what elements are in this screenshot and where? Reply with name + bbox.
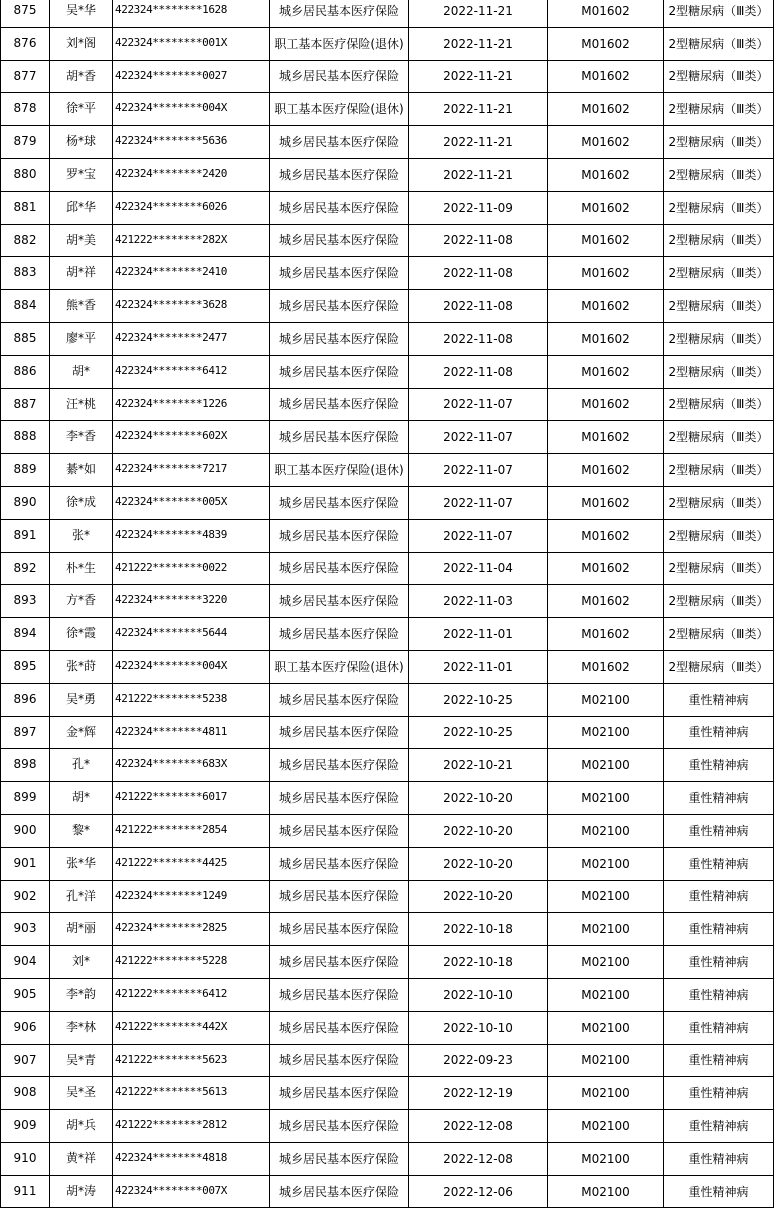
- disease-name-cell: 重性精神病: [664, 913, 774, 946]
- patient-name-cell: 胡*美: [50, 224, 113, 257]
- disease-code-cell: M01602: [548, 454, 664, 487]
- disease-name-cell: 重性精神病: [664, 1110, 774, 1143]
- insurance-type-cell: 城乡居民基本医疗保险: [270, 782, 409, 815]
- disease-code-cell: M01602: [548, 27, 664, 60]
- row-number-cell: 910: [1, 1142, 50, 1175]
- row-number-cell: 888: [1, 421, 50, 454]
- table-row: [1, 290, 774, 323]
- table-row: [1, 454, 774, 487]
- patient-name-cell: 李*韵: [50, 978, 113, 1011]
- approval-date-cell: 2022-11-08: [409, 355, 548, 388]
- insurance-type-cell: 城乡居民基本医疗保险: [270, 1077, 409, 1110]
- id-number-cell: 422324********2477: [113, 322, 270, 355]
- id-number-cell: 422324********4811: [113, 716, 270, 749]
- row-number-cell: 883: [1, 257, 50, 290]
- disease-name-cell: 重性精神病: [664, 880, 774, 913]
- disease-name-cell: 重性精神病: [664, 1011, 774, 1044]
- insurance-type-cell: 城乡居民基本医疗保险: [270, 355, 409, 388]
- id-number-cell: 422324********1226: [113, 388, 270, 421]
- approval-date-cell: 2022-11-08: [409, 322, 548, 355]
- approval-date-cell: 2022-11-07: [409, 486, 548, 519]
- row-number-cell: 897: [1, 716, 50, 749]
- patient-name-cell: 胡*香: [50, 60, 113, 93]
- id-number-cell: 422324********3220: [113, 585, 270, 618]
- table-row: [1, 716, 774, 749]
- insurance-type-cell: 城乡居民基本医疗保险: [270, 946, 409, 979]
- row-number-cell: 893: [1, 585, 50, 618]
- insurance-type-cell: 城乡居民基本医疗保险: [270, 158, 409, 191]
- row-number-cell: 876: [1, 27, 50, 60]
- patient-name-cell: 胡*: [50, 782, 113, 815]
- insurance-type-cell: 城乡居民基本医疗保险: [270, 1011, 409, 1044]
- disease-name-cell: 2型糖尿病（Ⅲ类）: [664, 421, 774, 454]
- id-number-cell: 421222********442X: [113, 1011, 270, 1044]
- table-row: [1, 93, 774, 126]
- patient-name-cell: 汪*桃: [50, 388, 113, 421]
- row-number-cell: 902: [1, 880, 50, 913]
- table-row: [1, 946, 774, 979]
- row-number-cell: 892: [1, 552, 50, 585]
- row-number-cell: 885: [1, 322, 50, 355]
- table-row: [1, 683, 774, 716]
- row-number-cell: 908: [1, 1077, 50, 1110]
- disease-code-cell: M01602: [548, 93, 664, 126]
- row-number-cell: 899: [1, 782, 50, 815]
- table-row: [1, 421, 774, 454]
- approval-date-cell: 2022-10-20: [409, 814, 548, 847]
- approval-date-cell: 2022-10-25: [409, 716, 548, 749]
- disease-code-cell: M02100: [548, 978, 664, 1011]
- insurance-type-cell: 城乡居民基本医疗保险: [270, 913, 409, 946]
- id-number-cell: 422324********001X: [113, 27, 270, 60]
- approval-date-cell: 2022-11-07: [409, 454, 548, 487]
- insurance-type-cell: 城乡居民基本医疗保险: [270, 519, 409, 552]
- table-row: [1, 552, 774, 585]
- disease-code-cell: M01602: [548, 618, 664, 651]
- insurance-type-cell: 城乡居民基本医疗保险: [270, 1044, 409, 1077]
- row-number-cell: 903: [1, 913, 50, 946]
- disease-name-cell: 2型糖尿病（Ⅲ类）: [664, 355, 774, 388]
- id-number-cell: 421222********5623: [113, 1044, 270, 1077]
- disease-name-cell: 重性精神病: [664, 716, 774, 749]
- disease-code-cell: M02100: [548, 1077, 664, 1110]
- approval-date-cell: 2022-11-04: [409, 552, 548, 585]
- insurance-type-cell: 城乡居民基本医疗保险: [270, 552, 409, 585]
- row-number-cell: 887: [1, 388, 50, 421]
- id-number-cell: 421222********5238: [113, 683, 270, 716]
- approval-date-cell: 2022-12-06: [409, 1175, 548, 1208]
- insurance-type-cell: 城乡居民基本医疗保险: [270, 126, 409, 159]
- row-number-cell: 905: [1, 978, 50, 1011]
- disease-code-cell: M01602: [548, 355, 664, 388]
- row-number-cell: 907: [1, 1044, 50, 1077]
- id-number-cell: 421222********6017: [113, 782, 270, 815]
- row-number-cell: 886: [1, 355, 50, 388]
- row-number-cell: 891: [1, 519, 50, 552]
- disease-name-cell: 2型糖尿病（Ⅲ类）: [664, 27, 774, 60]
- patient-name-cell: 黎*: [50, 814, 113, 847]
- disease-name-cell: 重性精神病: [664, 1142, 774, 1175]
- disease-name-cell: 2型糖尿病（Ⅲ类）: [664, 191, 774, 224]
- disease-name-cell: 2型糖尿病（Ⅲ类）: [664, 519, 774, 552]
- insurance-type-cell: 城乡居民基本医疗保险: [270, 322, 409, 355]
- disease-code-cell: M01602: [548, 191, 664, 224]
- row-number-cell: 880: [1, 158, 50, 191]
- id-number-cell: 422324********007X: [113, 1175, 270, 1208]
- id-number-cell: 422324********6412: [113, 355, 270, 388]
- disease-code-cell: M01602: [548, 290, 664, 323]
- disease-code-cell: M01602: [548, 257, 664, 290]
- table-row: [1, 191, 774, 224]
- table-row: [1, 978, 774, 1011]
- disease-name-cell: 2型糖尿病（Ⅲ类）: [664, 126, 774, 159]
- insurance-type-cell: 城乡居民基本医疗保险: [270, 224, 409, 257]
- disease-name-cell: 2型糖尿病（Ⅲ类）: [664, 486, 774, 519]
- approval-date-cell: 2022-10-25: [409, 683, 548, 716]
- approval-date-cell: 2022-11-07: [409, 421, 548, 454]
- id-number-cell: 422324********6026: [113, 191, 270, 224]
- insurance-type-cell: 职工基本医疗保险(退休): [270, 454, 409, 487]
- patient-name-cell: 徐*霞: [50, 618, 113, 651]
- approval-date-cell: 2022-12-08: [409, 1142, 548, 1175]
- approval-date-cell: 2022-11-03: [409, 585, 548, 618]
- disease-name-cell: 2型糖尿病（Ⅲ类）: [664, 618, 774, 651]
- approval-date-cell: 2022-10-20: [409, 782, 548, 815]
- disease-code-cell: M02100: [548, 913, 664, 946]
- disease-code-cell: M02100: [548, 1142, 664, 1175]
- id-number-cell: 421222********4425: [113, 847, 270, 880]
- approval-date-cell: 2022-11-21: [409, 158, 548, 191]
- disease-name-cell: 重性精神病: [664, 847, 774, 880]
- row-number-cell: 889: [1, 454, 50, 487]
- id-number-cell: 422324********1628: [113, 0, 270, 27]
- disease-code-cell: M02100: [548, 847, 664, 880]
- disease-name-cell: 重性精神病: [664, 1044, 774, 1077]
- id-number-cell: 422324********683X: [113, 749, 270, 782]
- disease-name-cell: 2型糖尿病（Ⅲ类）: [664, 388, 774, 421]
- approval-date-cell: 2022-11-21: [409, 93, 548, 126]
- row-number-cell: 909: [1, 1110, 50, 1143]
- patient-name-cell: 张*莳: [50, 650, 113, 683]
- approval-date-cell: 2022-12-19: [409, 1077, 548, 1110]
- row-number-cell: 895: [1, 650, 50, 683]
- id-number-cell: 422324********4839: [113, 519, 270, 552]
- id-number-cell: 422324********602X: [113, 421, 270, 454]
- insurance-type-cell: 城乡居民基本医疗保险: [270, 0, 409, 27]
- patient-name-cell: 金*辉: [50, 716, 113, 749]
- patient-name-cell: 罗*宝: [50, 158, 113, 191]
- patient-name-cell: 刘*阁: [50, 27, 113, 60]
- patient-name-cell: 黄*祥: [50, 1142, 113, 1175]
- disease-code-cell: M01602: [548, 60, 664, 93]
- row-number-cell: 898: [1, 749, 50, 782]
- disease-name-cell: 重性精神病: [664, 978, 774, 1011]
- id-number-cell: 421222********2812: [113, 1110, 270, 1143]
- table-row: [1, 224, 774, 257]
- table-body: [1, 0, 774, 1208]
- disease-name-cell: 重性精神病: [664, 782, 774, 815]
- patient-name-cell: 吴*青: [50, 1044, 113, 1077]
- patient-name-cell: 徐*平: [50, 93, 113, 126]
- approval-date-cell: 2022-11-21: [409, 0, 548, 27]
- insurance-type-cell: 城乡居民基本医疗保险: [270, 60, 409, 93]
- insurance-type-cell: 职工基本医疗保险(退休): [270, 27, 409, 60]
- id-number-cell: 422324********3628: [113, 290, 270, 323]
- patient-name-cell: 李*香: [50, 421, 113, 454]
- id-number-cell: 422324********0027: [113, 60, 270, 93]
- table-row: [1, 1175, 774, 1208]
- row-number-cell: 896: [1, 683, 50, 716]
- row-number-cell: 900: [1, 814, 50, 847]
- id-number-cell: 421222********2854: [113, 814, 270, 847]
- id-number-cell: 422324********2825: [113, 913, 270, 946]
- approval-date-cell: 2022-10-18: [409, 946, 548, 979]
- table-row: [1, 782, 774, 815]
- id-number-cell: 422324********2420: [113, 158, 270, 191]
- disease-code-cell: M01602: [548, 486, 664, 519]
- patient-name-cell: 徐*成: [50, 486, 113, 519]
- row-number-cell: 875: [1, 0, 50, 27]
- disease-code-cell: M01602: [548, 224, 664, 257]
- patient-name-cell: 胡*丽: [50, 913, 113, 946]
- disease-code-cell: M01602: [548, 0, 664, 27]
- disease-code-cell: M02100: [548, 749, 664, 782]
- row-number-cell: 906: [1, 1011, 50, 1044]
- table-row: [1, 27, 774, 60]
- table-row: [1, 1011, 774, 1044]
- insurance-type-cell: 城乡居民基本医疗保险: [270, 1142, 409, 1175]
- disease-code-cell: M01602: [548, 126, 664, 159]
- disease-code-cell: M02100: [548, 1175, 664, 1208]
- patient-name-cell: 胡*祥: [50, 257, 113, 290]
- insurance-type-cell: 城乡居民基本医疗保险: [270, 1110, 409, 1143]
- table-row: [1, 913, 774, 946]
- patient-name-cell: 张*: [50, 519, 113, 552]
- disease-code-cell: M01602: [548, 388, 664, 421]
- insurance-type-cell: 城乡居民基本医疗保险: [270, 847, 409, 880]
- insurance-type-cell: 职工基本医疗保险(退休): [270, 93, 409, 126]
- table-row: [1, 388, 774, 421]
- row-number-cell: 904: [1, 946, 50, 979]
- disease-name-cell: 2型糖尿病（Ⅲ类）: [664, 650, 774, 683]
- disease-code-cell: M01602: [548, 421, 664, 454]
- table-row: [1, 126, 774, 159]
- row-number-cell: 879: [1, 126, 50, 159]
- patient-name-cell: 廖*平: [50, 322, 113, 355]
- row-number-cell: 881: [1, 191, 50, 224]
- disease-code-cell: M02100: [548, 716, 664, 749]
- table-row: [1, 880, 774, 913]
- id-number-cell: 422324********004X: [113, 93, 270, 126]
- id-number-cell: 422324********4818: [113, 1142, 270, 1175]
- insurance-type-cell: 城乡居民基本医疗保险: [270, 257, 409, 290]
- id-number-cell: 421222********0022: [113, 552, 270, 585]
- id-number-cell: 422324********5636: [113, 126, 270, 159]
- patient-name-cell: 綦*如: [50, 454, 113, 487]
- id-number-cell: 421222********282X: [113, 224, 270, 257]
- disease-code-cell: M01602: [548, 158, 664, 191]
- approval-date-cell: 2022-11-09: [409, 191, 548, 224]
- disease-name-cell: 重性精神病: [664, 814, 774, 847]
- disease-name-cell: 2型糖尿病（Ⅲ类）: [664, 322, 774, 355]
- disease-name-cell: 重性精神病: [664, 749, 774, 782]
- id-number-cell: 421222********6412: [113, 978, 270, 1011]
- insurance-type-cell: 城乡居民基本医疗保险: [270, 421, 409, 454]
- insurance-type-cell: 城乡居民基本医疗保险: [270, 191, 409, 224]
- approval-date-cell: 2022-11-08: [409, 257, 548, 290]
- patient-name-cell: 孔*洋: [50, 880, 113, 913]
- approval-date-cell: 2022-11-21: [409, 60, 548, 93]
- table-row: [1, 585, 774, 618]
- disease-name-cell: 2型糖尿病（Ⅲ类）: [664, 454, 774, 487]
- row-number-cell: 877: [1, 60, 50, 93]
- approval-date-cell: 2022-12-08: [409, 1110, 548, 1143]
- approval-date-cell: 2022-10-20: [409, 847, 548, 880]
- table-row: [1, 486, 774, 519]
- table-row: [1, 814, 774, 847]
- approval-date-cell: 2022-10-10: [409, 978, 548, 1011]
- id-number-cell: 421222********5613: [113, 1077, 270, 1110]
- approval-date-cell: 2022-11-21: [409, 27, 548, 60]
- table-row: [1, 749, 774, 782]
- disease-name-cell: 重性精神病: [664, 946, 774, 979]
- table-row: [1, 1077, 774, 1110]
- approval-date-cell: 2022-10-20: [409, 880, 548, 913]
- disease-code-cell: M01602: [548, 585, 664, 618]
- patient-name-cell: 朴*生: [50, 552, 113, 585]
- table-row: [1, 0, 774, 27]
- id-number-cell: 422324********1249: [113, 880, 270, 913]
- approval-date-cell: 2022-10-10: [409, 1011, 548, 1044]
- id-number-cell: 422324********004X: [113, 650, 270, 683]
- patient-name-cell: 熊*香: [50, 290, 113, 323]
- table-row: [1, 650, 774, 683]
- row-number-cell: 882: [1, 224, 50, 257]
- patient-name-cell: 吴*勇: [50, 683, 113, 716]
- disease-code-cell: M02100: [548, 1110, 664, 1143]
- id-number-cell: 422324********2410: [113, 257, 270, 290]
- disease-code-cell: M01602: [548, 322, 664, 355]
- insurance-type-cell: 城乡居民基本医疗保险: [270, 749, 409, 782]
- patient-name-cell: 张*华: [50, 847, 113, 880]
- insurance-type-cell: 城乡居民基本医疗保险: [270, 388, 409, 421]
- disease-code-cell: M02100: [548, 814, 664, 847]
- insurance-type-cell: 城乡居民基本医疗保险: [270, 585, 409, 618]
- patient-name-cell: 胡*涛: [50, 1175, 113, 1208]
- disease-code-cell: M02100: [548, 683, 664, 716]
- table-row: [1, 355, 774, 388]
- table-row: [1, 158, 774, 191]
- id-number-cell: 422324********005X: [113, 486, 270, 519]
- row-number-cell: 884: [1, 290, 50, 323]
- patient-name-cell: 孔*: [50, 749, 113, 782]
- table-row: [1, 847, 774, 880]
- table-row: [1, 1142, 774, 1175]
- disease-code-cell: M02100: [548, 946, 664, 979]
- insurance-type-cell: 城乡居民基本医疗保险: [270, 290, 409, 323]
- table-row: [1, 60, 774, 93]
- id-number-cell: 422324********5644: [113, 618, 270, 651]
- disease-code-cell: M01602: [548, 650, 664, 683]
- approval-date-cell: 2022-09-23: [409, 1044, 548, 1077]
- approval-date-cell: 2022-10-18: [409, 913, 548, 946]
- patient-name-cell: 杨*球: [50, 126, 113, 159]
- approval-date-cell: 2022-11-08: [409, 290, 548, 323]
- patient-name-cell: 李*林: [50, 1011, 113, 1044]
- disease-name-cell: 2型糖尿病（Ⅲ类）: [664, 158, 774, 191]
- table-row: [1, 257, 774, 290]
- insurance-type-cell: 城乡居民基本医疗保险: [270, 486, 409, 519]
- row-number-cell: 878: [1, 93, 50, 126]
- disease-name-cell: 2型糖尿病（Ⅲ类）: [664, 224, 774, 257]
- insurance-type-cell: 城乡居民基本医疗保险: [270, 978, 409, 1011]
- disease-name-cell: 2型糖尿病（Ⅲ类）: [664, 93, 774, 126]
- insurance-type-cell: 城乡居民基本医疗保险: [270, 716, 409, 749]
- disease-code-cell: M01602: [548, 552, 664, 585]
- approval-date-cell: 2022-11-07: [409, 388, 548, 421]
- patient-name-cell: 胡*: [50, 355, 113, 388]
- table-row: [1, 519, 774, 552]
- insurance-type-cell: 城乡居民基本医疗保险: [270, 683, 409, 716]
- disease-name-cell: 2型糖尿病（Ⅲ类）: [664, 0, 774, 27]
- table-row: [1, 1044, 774, 1077]
- table-row: [1, 1110, 774, 1143]
- row-number-cell: 894: [1, 618, 50, 651]
- approval-date-cell: 2022-11-21: [409, 126, 548, 159]
- table-row: [1, 322, 774, 355]
- insurance-type-cell: 城乡居民基本医疗保险: [270, 1175, 409, 1208]
- disease-name-cell: 重性精神病: [664, 1077, 774, 1110]
- id-number-cell: 422324********7217: [113, 454, 270, 487]
- disease-name-cell: 重性精神病: [664, 1175, 774, 1208]
- disease-code-cell: M02100: [548, 880, 664, 913]
- disease-code-cell: M02100: [548, 1011, 664, 1044]
- disease-name-cell: 2型糖尿病（Ⅲ类）: [664, 290, 774, 323]
- id-number-cell: 421222********5228: [113, 946, 270, 979]
- patient-name-cell: 胡*兵: [50, 1110, 113, 1143]
- disease-name-cell: 2型糖尿病（Ⅲ类）: [664, 257, 774, 290]
- table-row: [1, 618, 774, 651]
- row-number-cell: 911: [1, 1175, 50, 1208]
- disease-name-cell: 2型糖尿病（Ⅲ类）: [664, 585, 774, 618]
- patient-name-cell: 邱*华: [50, 191, 113, 224]
- disease-code-cell: M02100: [548, 1044, 664, 1077]
- patient-name-cell: 刘*: [50, 946, 113, 979]
- row-number-cell: 890: [1, 486, 50, 519]
- disease-name-cell: 2型糖尿病（Ⅲ类）: [664, 552, 774, 585]
- disease-name-cell: 重性精神病: [664, 683, 774, 716]
- insurance-type-cell: 城乡居民基本医疗保险: [270, 814, 409, 847]
- insurance-type-cell: 城乡居民基本医疗保险: [270, 880, 409, 913]
- disease-code-cell: M01602: [548, 519, 664, 552]
- disease-code-cell: M02100: [548, 782, 664, 815]
- patient-name-cell: 方*香: [50, 585, 113, 618]
- patient-name-cell: 吴*华: [50, 0, 113, 27]
- approval-date-cell: 2022-11-08: [409, 224, 548, 257]
- approval-date-cell: 2022-11-01: [409, 650, 548, 683]
- approval-date-cell: 2022-10-21: [409, 749, 548, 782]
- disease-name-cell: 2型糖尿病（Ⅲ类）: [664, 60, 774, 93]
- insurance-type-cell: 城乡居民基本医疗保险: [270, 618, 409, 651]
- approval-date-cell: 2022-11-01: [409, 618, 548, 651]
- patient-name-cell: 吴*圣: [50, 1077, 113, 1110]
- insurance-type-cell: 职工基本医疗保险(退休): [270, 650, 409, 683]
- approval-date-cell: 2022-11-07: [409, 519, 548, 552]
- row-number-cell: 901: [1, 847, 50, 880]
